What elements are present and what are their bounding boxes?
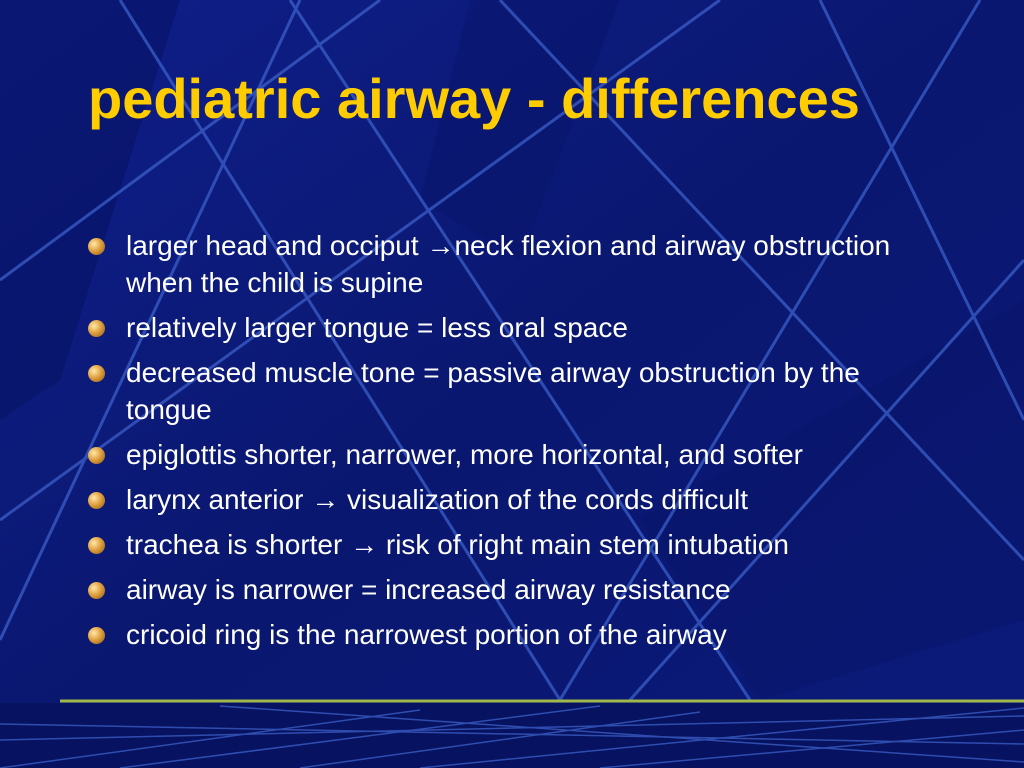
bullet-text: decreased muscle tone = passive airway obstruction by the tongue <box>126 357 860 425</box>
bullet-text: trachea is shorter <box>126 529 351 560</box>
slide-title: pediatric airway - differences <box>88 67 860 130</box>
list-item <box>88 227 948 301</box>
list-item <box>88 571 948 608</box>
gold-sphere-bullet-icon <box>88 627 105 644</box>
gold-sphere-bullet-icon <box>88 447 105 464</box>
right-arrow-icon: → <box>311 484 340 515</box>
gold-sphere-bullet-icon <box>88 365 105 382</box>
bullet-text: larger head and occiput <box>126 230 427 261</box>
list-item <box>88 354 948 428</box>
right-arrow-icon: → <box>426 230 455 261</box>
bullet-text: relatively larger tongue = less oral space <box>126 312 628 343</box>
right-arrow-icon: → <box>350 529 379 560</box>
list-item <box>88 309 948 346</box>
bullet-text: cricoid ring is the narrowest portion of the airway <box>126 619 727 650</box>
gold-sphere-bullet-icon <box>88 320 105 337</box>
list-item <box>88 481 948 518</box>
gold-sphere-bullet-icon <box>88 582 105 599</box>
list-item <box>88 526 948 563</box>
gold-sphere-bullet-icon <box>88 492 105 509</box>
bullet-text: epiglottis shorter, narrower, more horizontal, and softer <box>126 439 804 470</box>
bullet-list <box>88 227 948 661</box>
list-item <box>88 616 948 653</box>
bullet-text: risk of right main stem intubation <box>378 529 789 560</box>
bullet-text: larynx anterior <box>126 484 312 515</box>
bullet-text: visualization of the cords difficult <box>339 484 748 515</box>
gold-sphere-bullet-icon <box>88 537 105 554</box>
bullet-text: neck flexion and airway obstruction when the child is supine <box>126 230 891 298</box>
list-item <box>88 436 948 473</box>
bullet-text: airway is narrower = increased airway resistance <box>126 574 731 605</box>
gold-sphere-bullet-icon <box>88 238 105 255</box>
